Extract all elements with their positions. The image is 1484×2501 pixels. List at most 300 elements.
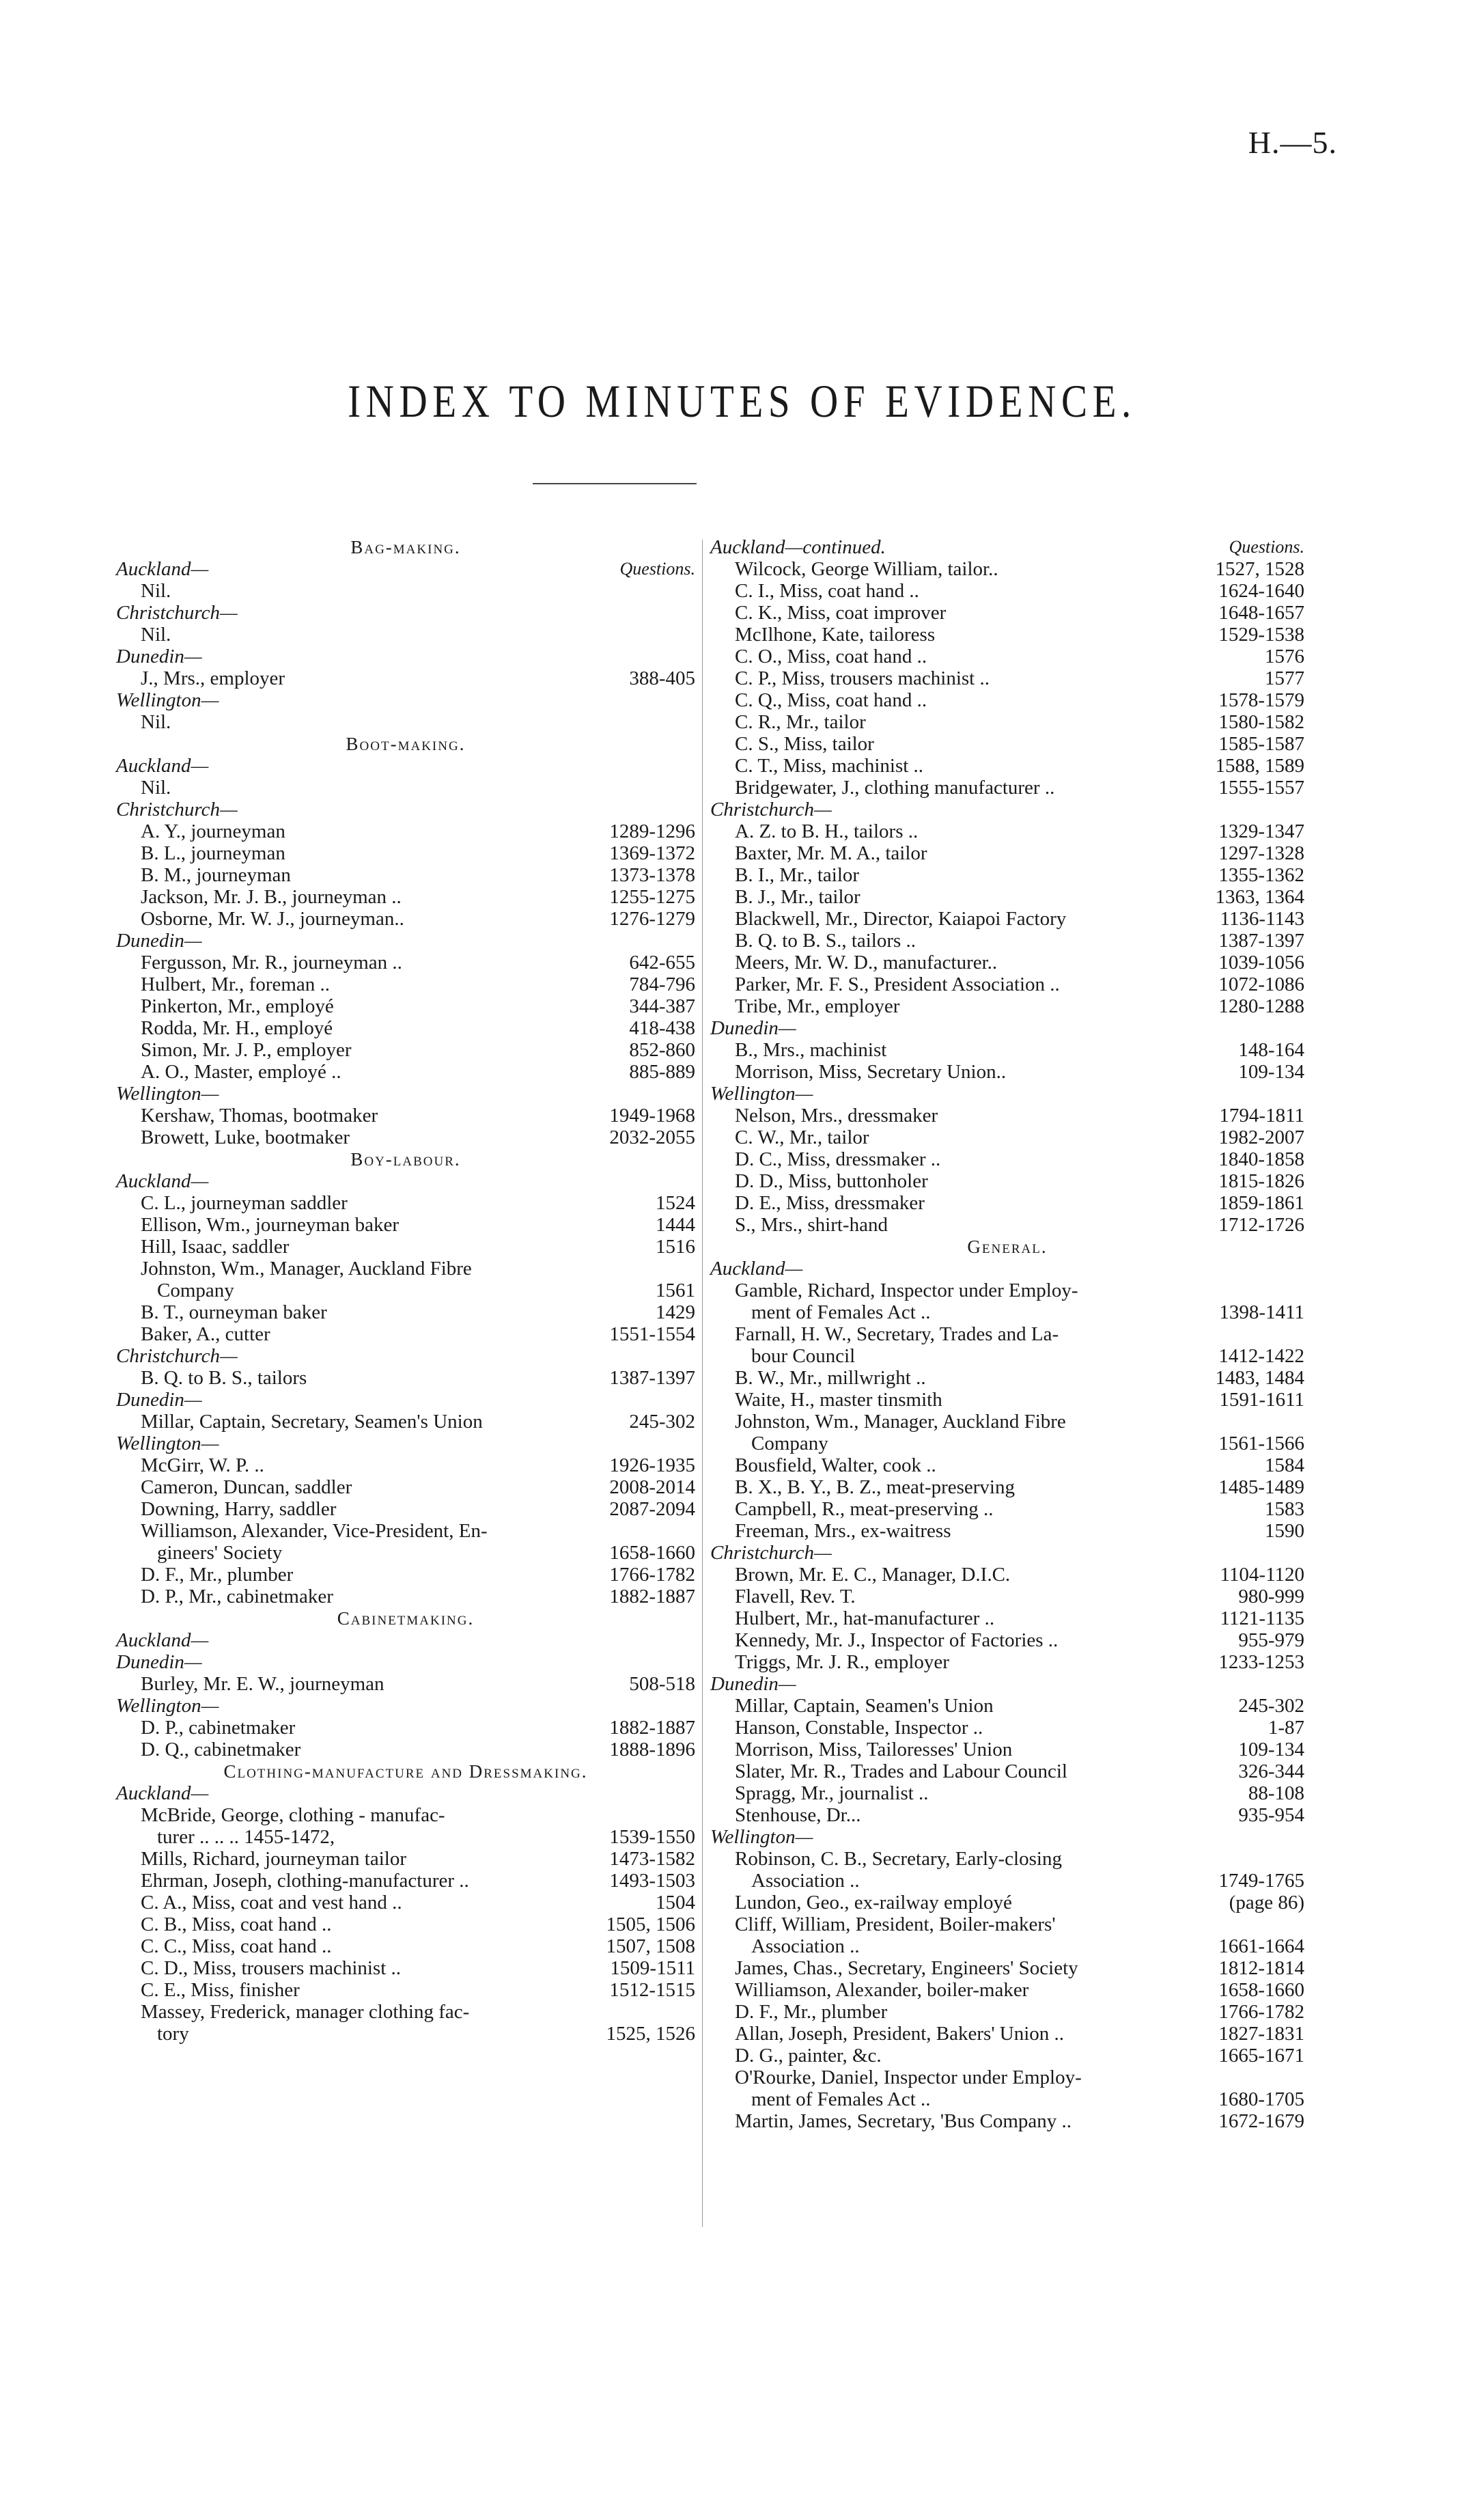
place-heading	[710, 1083, 1304, 1105]
entry-text: Johnston, Wm., Manager, Auckland Fibre	[141, 1258, 472, 1280]
index-entry	[710, 1804, 1304, 1826]
index-entry	[710, 1061, 1304, 1083]
question-range: 1815-1826	[1218, 1170, 1304, 1192]
question-range: 1766-1782	[1218, 2001, 1304, 2023]
index-entry	[116, 1454, 695, 1476]
question-range: 1812-1814	[1218, 1957, 1304, 1979]
entry-text: Nil.	[141, 624, 171, 646]
index-entry	[710, 1870, 1304, 1892]
question-range: 1280-1288	[1218, 995, 1304, 1017]
index-entry	[710, 1957, 1304, 1979]
right-column	[710, 536, 1304, 2132]
entry-text: Waite, H., master tinsmith	[735, 1389, 942, 1411]
question-range: 1-87	[1268, 1717, 1304, 1739]
entry-text: Auckland—continued.	[710, 536, 886, 558]
entry-text: Bridgewater, J., clothing manufacturer ..	[735, 777, 1055, 799]
question-range: 88-108	[1248, 1782, 1304, 1804]
index-entry	[116, 1564, 695, 1586]
question-range: 1551-1554	[609, 1323, 695, 1345]
place-heading	[116, 799, 695, 820]
question-range: 1412-1422	[1218, 1345, 1304, 1367]
index-entry	[710, 886, 1304, 908]
entry-text: Nil.	[141, 711, 171, 733]
question-range: 1591-1611	[1219, 1389, 1304, 1411]
entry-text: Christchurch—	[710, 799, 832, 820]
index-entry	[116, 711, 695, 733]
index-entry	[116, 1367, 695, 1389]
question-range: 1624-1640	[1218, 580, 1304, 602]
index-entry	[116, 1870, 695, 1892]
entry-text: General.	[967, 1236, 1048, 1257]
question-range: 1363, 1364	[1215, 886, 1304, 908]
entry-text: Auckland—	[116, 755, 209, 777]
index-entry	[710, 777, 1304, 799]
question-range: 1276-1279	[609, 908, 695, 930]
question-range: 1665-1671	[1218, 2045, 1304, 2067]
index-entry	[710, 995, 1304, 1017]
question-range: 1505, 1506	[606, 1913, 695, 1935]
question-range: 1882-1887	[609, 1586, 695, 1607]
question-range: 1661-1664	[1218, 1935, 1304, 1957]
entry-text: Wellington—	[116, 1433, 219, 1454]
place-heading	[116, 646, 695, 667]
entry-text: Cliff, William, President, Boiler-makers'	[735, 1913, 1056, 1935]
question-range: 1576	[1265, 646, 1304, 667]
question-range: 1512-1515	[609, 1979, 695, 2001]
place-heading	[710, 799, 1304, 820]
entry-text: Meers, Mr. W. D., manufacturer..	[735, 952, 998, 973]
question-range: 1483, 1484	[1215, 1367, 1304, 1389]
entry-text: D. G., painter, &c.	[735, 2045, 882, 2067]
question-range: 508-518	[629, 1673, 695, 1695]
entry-text: Millar, Captain, Seamen's Union	[735, 1695, 994, 1717]
question-range: 1580-1582	[1218, 711, 1304, 733]
entry-text: C. W., Mr., tailor	[735, 1127, 869, 1148]
question-range: 852-860	[629, 1039, 695, 1061]
question-range: 1584	[1265, 1454, 1304, 1476]
place-heading	[116, 1433, 695, 1454]
entry-text: B. J., Mr., tailor	[735, 886, 860, 908]
index-entry	[710, 1345, 1304, 1367]
entry-text: Spragg, Mr., journalist ..	[735, 1782, 929, 1804]
place-heading	[116, 930, 695, 952]
entry-text: C. D., Miss, trousers machinist ..	[141, 1957, 402, 1979]
question-range: 1539-1550	[609, 1826, 695, 1848]
question-range: 1712-1726	[1218, 1214, 1304, 1236]
entry-text: J., Mrs., employer	[141, 667, 285, 689]
index-entry	[710, 1695, 1304, 1717]
index-entry	[710, 2001, 1304, 2023]
index-entry	[710, 842, 1304, 864]
question-range: 1527, 1528	[1215, 558, 1304, 580]
index-entry	[116, 624, 695, 646]
entry-text: Christchurch—	[116, 799, 238, 820]
place-heading	[710, 1542, 1304, 1564]
entry-text: Jackson, Mr. J. B., journeyman ..	[141, 886, 402, 908]
index-entry	[116, 864, 695, 886]
entry-text: Dunedin—	[116, 1389, 202, 1411]
index-entry	[710, 930, 1304, 952]
left-column	[116, 536, 695, 2045]
entry-text: turer .. .. .. 1455-1472,	[157, 1826, 335, 1848]
question-range: (page 86)	[1229, 1892, 1304, 1913]
entry-text: Flavell, Rev. T.	[735, 1586, 856, 1607]
index-entry	[116, 1913, 695, 1935]
index-entry	[116, 1520, 695, 1542]
question-range: 1255-1275	[609, 886, 695, 908]
index-entry	[116, 1892, 695, 1913]
entry-text: Christchurch—	[116, 1345, 238, 1367]
question-range: 1429	[656, 1301, 695, 1323]
index-entry	[710, 667, 1304, 689]
index-entry	[710, 1148, 1304, 1170]
index-entry	[710, 1520, 1304, 1542]
entry-text: B. X., B. Y., B. Z., meat-preserving	[735, 1476, 1015, 1498]
entry-text: C. C., Miss, coat hand ..	[141, 1935, 332, 1957]
index-entry	[710, 908, 1304, 930]
question-range: 1369-1372	[609, 842, 695, 864]
entry-text: C. E., Miss, finisher	[141, 1979, 300, 2001]
index-entry	[710, 864, 1304, 886]
index-entry	[710, 1105, 1304, 1127]
index-entry	[116, 1061, 695, 1083]
entry-text: Boot-making.	[346, 734, 466, 754]
entry-text: Fergusson, Mr. R., journeyman ..	[141, 952, 402, 973]
index-entry	[710, 1564, 1304, 1586]
question-range: 344-387	[629, 995, 695, 1017]
question-range: 1524	[656, 1192, 695, 1214]
index-entry	[710, 711, 1304, 733]
entry-text: Wellington—	[710, 1083, 813, 1105]
entry-text: C. S., Miss, tailor	[735, 733, 874, 755]
entry-text: Association ..	[751, 1870, 860, 1892]
entry-text: bour Council	[751, 1345, 856, 1367]
entry-text: C. K., Miss, coat improver	[735, 602, 947, 624]
entry-text: Campbell, R., meat-preserving ..	[735, 1498, 994, 1520]
index-entry	[710, 580, 1304, 602]
question-range: 784-796	[629, 973, 695, 995]
question-range: 1658-1660	[1218, 1979, 1304, 2001]
index-entry	[116, 1323, 695, 1345]
index-entry	[710, 1367, 1304, 1389]
index-entry	[710, 2067, 1304, 2088]
index-entry	[710, 1039, 1304, 1061]
question-range: 1398-1411	[1219, 1301, 1304, 1323]
entry-text: D. Q., cabinetmaker	[141, 1739, 301, 1760]
entry-text: Ellison, Wm., journeyman baker	[141, 1214, 399, 1236]
entry-text: Simon, Mr. J. P., employer	[141, 1039, 352, 1061]
entry-text: Martin, James, Secretary, 'Bus Company ..	[735, 2110, 1072, 2132]
entry-text: B. L., journeyman	[141, 842, 285, 864]
entry-text: Dunedin—	[116, 930, 202, 952]
index-entry	[116, 1673, 695, 1695]
place-heading	[710, 1017, 1304, 1039]
question-range: 1658-1660	[609, 1542, 695, 1564]
index-entry	[116, 1236, 695, 1258]
entry-text: S., Mrs., shirt-hand	[735, 1214, 888, 1236]
question-range: 935-954	[1238, 1804, 1304, 1826]
entry-text: Baker, A., cutter	[141, 1323, 270, 1345]
entry-text: O'Rourke, Daniel, Inspector under Employ-	[735, 2067, 1082, 2088]
question-range: 1585-1587	[1218, 733, 1304, 755]
index-entry	[116, 1586, 695, 1607]
place-heading	[116, 1170, 695, 1192]
question-range: 1387-1397	[1218, 930, 1304, 952]
entry-text: Bousfield, Walter, cook ..	[735, 1454, 936, 1476]
index-entry	[710, 602, 1304, 624]
entry-text: C. I., Miss, coat hand ..	[735, 580, 919, 602]
entry-text: Wellington—	[710, 1826, 813, 1848]
entry-text: A. Z. to B. H., tailors ..	[735, 820, 919, 842]
question-range: 1473-1582	[609, 1848, 695, 1870]
question-range: 1588, 1589	[1215, 755, 1304, 777]
index-entry	[710, 973, 1304, 995]
entry-text: Nelson, Mrs., dressmaker	[735, 1105, 938, 1127]
entry-text: Millar, Captain, Secretary, Seamen's Union	[141, 1411, 483, 1433]
question-range: 148-164	[1238, 1039, 1304, 1061]
entry-text: D. P., cabinetmaker	[141, 1717, 296, 1739]
question-range: 1373-1378	[609, 864, 695, 886]
question-range: 326-344	[1238, 1760, 1304, 1782]
section-heading	[116, 1607, 695, 1629]
question-range: 642-655	[629, 952, 695, 973]
entry-text: Burley, Mr. E. W., journeyman	[141, 1673, 384, 1695]
entry-text: Hulbert, Mr., foreman ..	[141, 973, 331, 995]
entry-text: Auckland—	[116, 1629, 209, 1651]
question-range: 1561-1566	[1218, 1433, 1304, 1454]
index-entry	[710, 1214, 1304, 1236]
entry-text: Ehrman, Joseph, clothing-manufacturer ..	[141, 1870, 469, 1892]
index-entry	[710, 733, 1304, 755]
entry-text: Dunedin—	[710, 1673, 796, 1695]
question-range: 1525, 1526	[606, 2023, 695, 2045]
entry-text: Triggs, Mr. J. R., employer	[735, 1651, 949, 1673]
section-heading	[710, 1236, 1304, 1258]
question-range: 1104-1120	[1220, 1564, 1304, 1586]
question-range: 955-979	[1238, 1629, 1304, 1651]
index-entry	[116, 1957, 695, 1979]
index-entry	[116, 777, 695, 799]
place-heading	[116, 1651, 695, 1673]
index-entry	[710, 952, 1304, 973]
question-range: 1672-1679	[1218, 2110, 1304, 2132]
entry-text: D. C., Miss, dressmaker ..	[735, 1148, 941, 1170]
entry-text: Auckland—	[116, 1782, 209, 1804]
question-range: 1583	[1265, 1498, 1304, 1520]
question-range: 2032-2055	[609, 1127, 695, 1148]
entry-text: D. E., Miss, dressmaker	[735, 1192, 925, 1214]
entry-text: B. I., Mr., tailor	[735, 864, 860, 886]
section-heading	[116, 733, 695, 755]
question-range: 1982-2007	[1218, 1127, 1304, 1148]
question-range: 1749-1765	[1218, 1870, 1304, 1892]
index-entry	[710, 1651, 1304, 1673]
index-entry	[710, 558, 1304, 580]
question-range: 1329-1347	[1218, 820, 1304, 842]
question-range: 1888-1896	[609, 1739, 695, 1760]
entry-text: Auckland—	[116, 558, 209, 580]
index-entry	[710, 1717, 1304, 1739]
question-range: 1507, 1508	[606, 1935, 695, 1957]
entry-text: B. W., Mr., millwright ..	[735, 1367, 926, 1389]
index-entry	[710, 1760, 1304, 1782]
entry-text: Wellington—	[116, 1695, 219, 1717]
entry-text: A. Y., journeyman	[141, 820, 285, 842]
entry-text: Baxter, Mr. M. A., tailor	[735, 842, 927, 864]
question-range: 1648-1657	[1218, 602, 1304, 624]
entry-text: C. O., Miss, coat hand ..	[735, 646, 927, 667]
question-range: 1949-1968	[609, 1105, 695, 1127]
index-entry	[116, 580, 695, 602]
place-heading	[116, 558, 695, 580]
index-entry	[710, 1782, 1304, 1804]
entry-text: Freeman, Mrs., ex-waitress	[735, 1520, 951, 1542]
section-heading	[116, 1760, 695, 1782]
question-range: 109-134	[1238, 1061, 1304, 1083]
entry-text: Hanson, Constable, Inspector ..	[735, 1717, 983, 1739]
entry-text: Nil.	[141, 580, 171, 602]
entry-text: Blackwell, Mr., Director, Kaiapoi Factory	[735, 908, 1067, 930]
entry-text: Wellington—	[116, 1083, 219, 1105]
entry-text: Association ..	[751, 1935, 860, 1957]
index-entry	[116, 1739, 695, 1760]
entry-text: Stenhouse, Dr...	[735, 1804, 861, 1826]
entry-text: Kershaw, Thomas, bootmaker	[141, 1105, 378, 1127]
place-heading	[710, 536, 1304, 558]
index-entry	[710, 1739, 1304, 1760]
index-entry	[116, 1039, 695, 1061]
section-heading	[116, 536, 695, 558]
entry-text: C. A., Miss, coat and vest hand ..	[141, 1892, 402, 1913]
entry-text: C. R., Mr., tailor	[735, 711, 866, 733]
place-heading	[116, 1695, 695, 1717]
questions-header: Questions.	[619, 559, 695, 579]
index-entry	[710, 1892, 1304, 1913]
question-range: 1121-1135	[1220, 1607, 1304, 1629]
entry-text: Bag-making.	[350, 537, 461, 557]
index-entry	[710, 2045, 1304, 2067]
index-entry	[710, 2023, 1304, 2045]
question-range: 1590	[1265, 1520, 1304, 1542]
index-entry	[116, 1848, 695, 1870]
question-range: 1485-1489	[1218, 1476, 1304, 1498]
page-title: INDEX TO MINUTES OF EVIDENCE.	[348, 375, 1136, 427]
index-entry	[710, 2088, 1304, 2110]
index-entry	[116, 995, 695, 1017]
index-entry	[116, 908, 695, 930]
index-entry	[116, 1192, 695, 1214]
section-heading	[116, 1148, 695, 1170]
index-entry	[710, 1979, 1304, 2001]
question-range: 1509-1511	[610, 1957, 695, 1979]
entry-text: Tribe, Mr., employer	[735, 995, 900, 1017]
question-range: 1039-1056	[1218, 952, 1304, 973]
entry-text: Lundon, Geo., ex-railway employé	[735, 1892, 1012, 1913]
entry-text: Hulbert, Mr., hat-manufacturer ..	[735, 1607, 995, 1629]
entry-text: Kennedy, Mr. J., Inspector of Factories ..	[735, 1629, 1059, 1651]
entry-text: C. T., Miss, machinist ..	[735, 755, 924, 777]
question-range: 1355-1362	[1218, 864, 1304, 886]
entry-text: Browett, Luke, bootmaker	[141, 1127, 350, 1148]
index-entry	[710, 2110, 1304, 2132]
question-range: 1516	[656, 1236, 695, 1258]
question-range: 885-889	[629, 1061, 695, 1083]
index-entry	[710, 1192, 1304, 1214]
entry-text: Dunedin—	[116, 646, 202, 667]
entry-text: Christchurch—	[710, 1542, 832, 1564]
entry-text: McIlhone, Kate, tailoress	[735, 624, 936, 646]
question-range: 1578-1579	[1218, 689, 1304, 711]
entry-text: Cameron, Duncan, saddler	[141, 1476, 352, 1498]
entry-text: Allan, Joseph, President, Bakers' Union ..	[735, 2023, 1065, 2045]
index-entry	[710, 1607, 1304, 1629]
index-entry	[710, 1476, 1304, 1498]
entry-text: Wilcock, George William, tailor..	[735, 558, 998, 580]
question-range: 1680-1705	[1218, 2088, 1304, 2110]
question-range: 1297-1328	[1218, 842, 1304, 864]
index-entry	[710, 1629, 1304, 1651]
place-heading	[710, 1826, 1304, 1848]
index-entry	[710, 1127, 1304, 1148]
question-range: 1289-1296	[609, 820, 695, 842]
index-entry	[116, 1214, 695, 1236]
entry-text: Cabinetmaking.	[337, 1608, 475, 1629]
index-entry	[710, 1280, 1304, 1301]
index-entry	[116, 1935, 695, 1957]
entry-text: Morrison, Miss, Tailoresses' Union	[735, 1739, 1013, 1760]
index-entry	[710, 1848, 1304, 1870]
question-range: 1926-1935	[609, 1454, 695, 1476]
place-heading	[710, 1258, 1304, 1280]
entry-text: B., Mrs., machinist	[735, 1039, 887, 1061]
place-heading	[116, 689, 695, 711]
entry-text: D. F., Mr., plumber	[141, 1564, 294, 1586]
entry-text: Dunedin—	[116, 1651, 202, 1673]
index-entry	[710, 624, 1304, 646]
index-entry	[710, 1301, 1304, 1323]
question-range: 2087-2094	[609, 1498, 695, 1520]
index-entry	[116, 2001, 695, 2023]
question-range: 245-302	[1238, 1695, 1304, 1717]
question-range: 1233-1253	[1218, 1651, 1304, 1673]
place-heading	[116, 1782, 695, 1804]
entry-text: ment of Females Act ..	[751, 2088, 931, 2110]
index-entry	[710, 646, 1304, 667]
entry-text: Parker, Mr. F. S., President Association ..	[735, 973, 1060, 995]
index-entry	[116, 1411, 695, 1433]
entry-text: D. D., Miss, buttonholer	[735, 1170, 928, 1192]
entry-text: Christchurch—	[116, 602, 238, 624]
index-entry	[116, 667, 695, 689]
index-entry	[710, 1433, 1304, 1454]
entry-text: McBride, George, clothing - manufac-	[141, 1804, 445, 1826]
entry-text: Hill, Isaac, saddler	[141, 1236, 290, 1258]
entry-text: B. T., ourneyman baker	[141, 1301, 327, 1323]
entry-text: Company	[751, 1433, 828, 1454]
entry-text: C. P., Miss, trousers machinist ..	[735, 667, 990, 689]
entry-text: Williamson, Alexander, boiler-maker	[735, 1979, 1029, 2001]
questions-header: Questions.	[1229, 537, 1304, 557]
entry-text: Brown, Mr. E. C., Manager, D.I.C.	[735, 1564, 1011, 1586]
place-heading	[116, 1083, 695, 1105]
index-entry	[710, 1170, 1304, 1192]
index-entry	[116, 820, 695, 842]
question-range: 1794-1811	[1219, 1105, 1304, 1127]
place-heading	[116, 602, 695, 624]
index-entry	[116, 1498, 695, 1520]
entry-text: B. M., journeyman	[141, 864, 291, 886]
index-entry	[710, 1454, 1304, 1476]
